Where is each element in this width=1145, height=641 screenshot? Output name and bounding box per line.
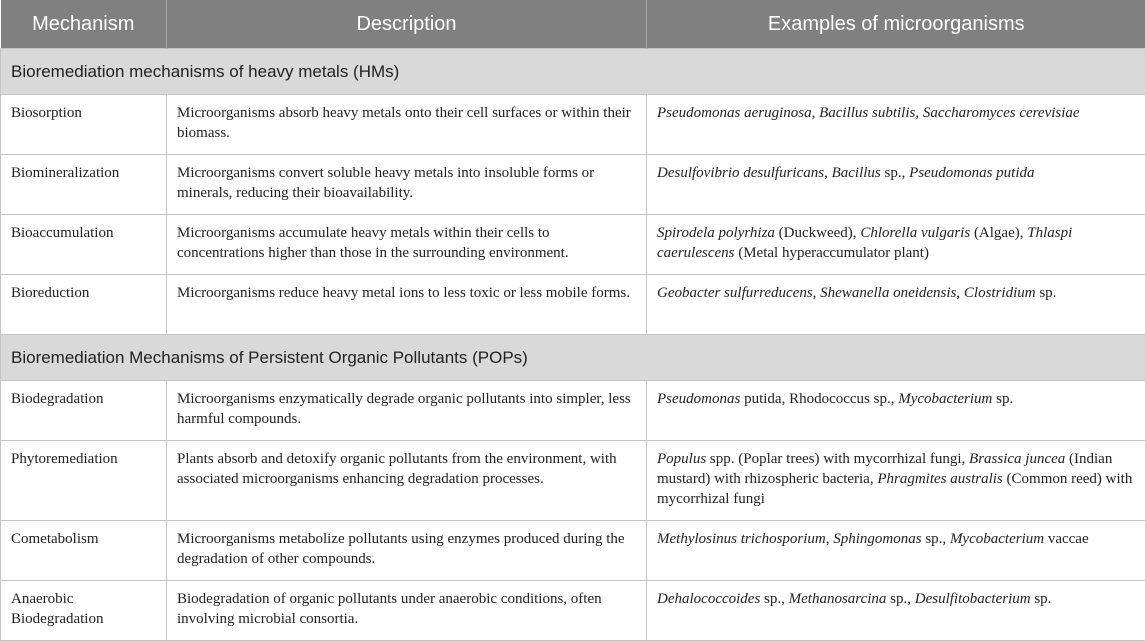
species-name: Populus <box>657 451 706 467</box>
species-name: Pseudomonas <box>657 391 740 407</box>
examples-cell <box>647 581 1145 641</box>
species-name: Pseudomonas putida <box>909 165 1034 181</box>
example-text: sp., <box>886 591 914 607</box>
description-cell: Biodegradation of organic pollutants under anaerobic conditions, often involving microbial consortia. <box>167 581 647 641</box>
example-text: , <box>956 285 964 301</box>
table-header <box>1 0 1145 49</box>
species-name: Phragmites australis <box>877 471 1002 487</box>
example-text: (Metal hyperaccumulator plant) <box>734 245 929 261</box>
example-text: sp., <box>760 591 788 607</box>
example-text: sp., <box>922 531 950 547</box>
mechanism-cell: Cometabolism <box>1 521 167 581</box>
example-text: (Duckweed), <box>775 225 860 241</box>
species-name: Desulfovibrio desulfuricans <box>657 165 824 181</box>
table-row <box>1 95 1145 155</box>
description-cell: Plants absorb and detoxify organic pollutants from the environment, with associated microorganisms enhancing degradation processes. <box>167 441 647 521</box>
section-heading-row <box>1 335 1145 381</box>
table-row <box>1 381 1145 441</box>
description-cell: Microorganisms accumulate heavy metals within their cells to concentrations higher than those in the surrounding environment. <box>167 215 647 275</box>
mechanism-cell: Bioreduction <box>1 275 167 335</box>
example-text: sp., <box>881 165 909 181</box>
species-name: Spirodela polyrhiza <box>657 225 775 241</box>
section-heading-row <box>1 49 1145 95</box>
species-name: Geobacter sulfurreducens <box>657 285 813 301</box>
mechanism-cell: Biodegradation <box>1 381 167 441</box>
species-name: Pseudomonas aeruginosa <box>657 105 812 121</box>
table-row <box>1 441 1145 521</box>
example-text: (Common reed) with mycorrhizal fungi <box>657 471 1132 507</box>
species-name: Chlorella vulgaris <box>860 225 970 241</box>
example-text: sp. <box>1036 285 1057 301</box>
species-name: Dehalococcoides <box>657 591 760 607</box>
example-text: spp. (Poplar trees) with mycorrhizal fungi, <box>706 451 969 467</box>
mechanism-cell: Anaerobic Biodegradation <box>1 581 167 641</box>
example-text: sp. <box>1031 591 1052 607</box>
table-row <box>1 275 1145 335</box>
table-row <box>1 215 1145 275</box>
examples-cell <box>647 155 1145 215</box>
table-row <box>1 581 1145 641</box>
example-text: (Indian mustard) with rhizospheric bacteria, <box>657 451 1112 487</box>
mechanism-cell: Phytoremediation <box>1 441 167 521</box>
description-cell: Microorganisms enzymatically degrade organic pollutants into simpler, less harmful compounds. <box>167 381 647 441</box>
examples-cell <box>647 381 1145 441</box>
example-text: (Algae), <box>970 225 1027 241</box>
section-title-heavy-metals: Bioremediation mechanisms of heavy metals (HMs) <box>1 49 1145 95</box>
section-title-pops: Bioremediation Mechanisms of Persistent Organic Pollutants (POPs) <box>1 335 1145 381</box>
header-description: Description <box>167 0 647 49</box>
description-cell: Microorganisms convert soluble heavy metals into insoluble forms or minerals, reducing their bioavailability. <box>167 155 647 215</box>
examples-cell <box>647 275 1145 335</box>
mechanism-cell: Biomineralization <box>1 155 167 215</box>
species-name: Mycobacterium <box>950 531 1044 547</box>
example-text: vaccae <box>1044 531 1089 547</box>
example-text: sp. <box>992 391 1013 407</box>
species-name: Bacillus <box>832 165 881 181</box>
species-name: Shewanella oneidensis <box>820 285 956 301</box>
example-text: , <box>812 105 820 121</box>
header-mechanism: Mechanism <box>1 0 167 49</box>
header-row <box>1 0 1145 49</box>
header-examples: Examples of microorganisms <box>647 0 1145 49</box>
species-name: Desulfitobacterium <box>915 591 1031 607</box>
example-text: , <box>813 285 821 301</box>
species-name: Methanosarcina <box>789 591 887 607</box>
examples-cell <box>647 95 1145 155</box>
description-cell: Microorganisms absorb heavy metals onto their cell surfaces or within their biomass. <box>167 95 647 155</box>
mechanism-cell: Bioaccumulation <box>1 215 167 275</box>
examples-cell <box>647 521 1145 581</box>
mechanism-cell: Biosorption <box>1 95 167 155</box>
species-name: Sphingomonas <box>833 531 921 547</box>
species-name: Methylosinus trichosporium <box>657 531 826 547</box>
description-cell: Microorganisms metabolize pollutants using enzymes produced during the degradation of other compounds. <box>167 521 647 581</box>
species-name: Brassica juncea <box>969 451 1065 467</box>
description-cell: Microorganisms reduce heavy metal ions to less toxic or less mobile forms. <box>167 275 647 335</box>
example-text: , <box>824 165 832 181</box>
table-row <box>1 521 1145 581</box>
species-name: Clostridium <box>964 285 1036 301</box>
examples-cell <box>647 215 1145 275</box>
species-name: Saccharomyces cerevisiae <box>923 105 1080 121</box>
species-name: Thlaspi caerulescens <box>657 225 1072 261</box>
example-text: , <box>826 531 834 547</box>
table-body <box>1 49 1145 641</box>
species-name: Mycobacterium <box>898 391 992 407</box>
example-text: putida, Rhodococcus sp., <box>740 391 898 407</box>
table-row <box>1 155 1145 215</box>
example-text: , <box>915 105 923 121</box>
species-name: Bacillus subtilis <box>819 105 915 121</box>
examples-cell <box>647 441 1145 521</box>
